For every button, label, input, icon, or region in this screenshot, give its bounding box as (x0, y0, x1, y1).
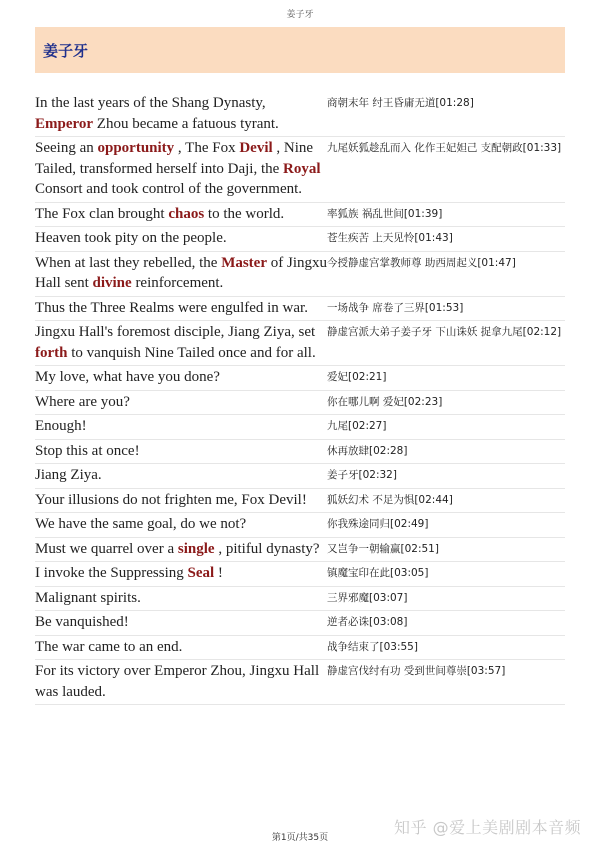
english-text: Your illusions do not frighten me, Fox Devil! (35, 491, 307, 508)
english-text: Jingxu Hall's foremost disciple, Jiang Ziya, set (35, 324, 316, 340)
english-line (35, 391, 327, 415)
table-row (35, 297, 565, 322)
english-text: , pitiful dynasty? (214, 540, 320, 557)
keyword-highlight: chaos (168, 205, 205, 222)
english-text: Where are you? (35, 393, 130, 410)
keyword-highlight: Devil (239, 140, 273, 156)
table-row (35, 252, 565, 297)
chinese-line: 九尾[02:27] (327, 420, 387, 432)
english-text: ! (214, 565, 223, 581)
table-row (35, 203, 565, 228)
chinese-line: 狐妖幻术 不足为惧[02:44] (327, 493, 453, 506)
english-text: For its victory over Emperor Zhou, Jingxu Hall was lauded. (35, 663, 320, 700)
chinese-line: 今授静虚宫掌教师尊 助西周起义[01:47] (327, 256, 516, 269)
english-text: of Jingxu Hall sent (35, 254, 327, 291)
english-line (35, 252, 327, 296)
english-text: Thus the Three Realms were engulfed in war. (35, 299, 308, 316)
chinese-line: 你在哪儿啊 爱妃[02:23] (327, 395, 443, 408)
chinese-line: 静虚宫伐纣有功 受到世间尊崇[03:57] (327, 665, 506, 677)
table-row (35, 562, 565, 587)
table-row (35, 440, 565, 465)
english-text: Heaven took pity on the people. (35, 230, 227, 246)
keyword-highlight: Master (221, 254, 267, 271)
english-line (35, 464, 327, 488)
english-text: I invoke the Suppressing (35, 565, 188, 581)
keyword-highlight: Emperor (35, 115, 94, 132)
chinese-line: 静虚宫派大弟子姜子牙 下山诛妖 捉拿九尾[02:12] (327, 326, 562, 338)
english-text: to vanquish Nine Tailed once and for all. (67, 344, 316, 361)
subtitle-table (35, 92, 565, 705)
english-text: We have the same goal, do we not? (35, 516, 247, 532)
english-text: , Nine Tailed, transformed herself into Daji, the (35, 140, 314, 177)
english-text: Stop this at once! (35, 442, 140, 459)
english-line (35, 297, 327, 321)
english-line (35, 562, 327, 586)
english-text: Enough! (35, 418, 87, 434)
english-line (35, 489, 327, 513)
english-line (35, 227, 327, 251)
english-line (35, 538, 327, 562)
chinese-line: 爱妃[02:21] (327, 371, 387, 383)
table-row (35, 137, 565, 203)
english-text: Be vanquished! (35, 614, 129, 630)
english-line (35, 137, 327, 202)
keyword-highlight: Royal (283, 160, 321, 177)
english-line (35, 440, 327, 464)
table-row (35, 660, 565, 705)
english-line (35, 366, 327, 390)
english-line (35, 321, 327, 365)
english-text: Seeing an (35, 140, 98, 156)
english-text: Must we quarrel over a (35, 540, 178, 557)
chinese-line: 你我殊途同归[02:49] (327, 518, 429, 530)
page-number: 第1页/共35页 (271, 833, 329, 843)
table-row (35, 636, 565, 661)
english-text: My love, what have you done? (35, 369, 220, 385)
english-text: Consort and took control of the government. (35, 181, 303, 197)
table-row (35, 92, 565, 137)
chinese-line: 休再放肆[02:28] (327, 444, 408, 457)
english-text: The war came to an end. (35, 638, 183, 655)
chinese-line: 一场战争 席卷了三界[01:53] (327, 301, 464, 314)
table-row (35, 227, 565, 252)
english-line (35, 660, 327, 704)
chinese-line: 率狐族 祸乱世间[01:39] (327, 207, 443, 220)
table-row (35, 415, 565, 440)
english-text: , The Fox (174, 140, 240, 156)
english-text: to the world. (204, 205, 285, 222)
english-line (35, 415, 327, 439)
chinese-line: 苍生疾苦 上天见怜[01:43] (327, 232, 453, 244)
table-row (35, 321, 565, 366)
chinese-line: 三界邪魔[03:07] (327, 591, 408, 604)
chinese-line: 九尾妖狐趁乱而入 化作王妃妲己 支配朝政[01:33] (327, 142, 562, 154)
watermark: 知乎 @爱上美剧剧本音频 (394, 818, 582, 837)
table-row (35, 489, 565, 514)
chinese-line: 姜子牙[02:32] (327, 469, 397, 481)
header-band (35, 27, 565, 73)
document-title: 姜子牙 (43, 42, 89, 60)
chinese-line: 商朝末年 纣王昏庸无道[01:28] (327, 97, 474, 109)
keyword-highlight: forth (35, 344, 68, 361)
keyword-highlight: divine (92, 275, 132, 291)
english-text: Jiang Ziya. (35, 467, 102, 483)
table-row (35, 587, 565, 612)
english-text: In the last years of the Shang Dynasty, (35, 95, 266, 111)
keyword-highlight: single (177, 540, 215, 557)
page-top-title: 姜子牙 (286, 10, 314, 20)
english-line (35, 611, 327, 635)
table-row (35, 464, 565, 489)
english-text: reinforcement. (131, 275, 224, 291)
chinese-line: 镇魔宝印在此[03:05] (327, 567, 429, 579)
table-row (35, 366, 565, 391)
table-row (35, 611, 565, 636)
english-text: When at last they rebelled, the (35, 254, 222, 271)
english-line (35, 587, 327, 611)
chinese-line: 逆者必诛[03:08] (327, 616, 408, 628)
keyword-highlight: opportunity (97, 140, 175, 156)
english-line (35, 92, 327, 136)
table-row (35, 391, 565, 416)
english-text: The Fox clan brought (35, 205, 169, 222)
chinese-line: 又岂争一朝输赢[02:51] (327, 542, 439, 555)
english-line (35, 513, 327, 537)
keyword-highlight: Seal (187, 565, 215, 581)
chinese-line: 战争结束了[03:55] (327, 640, 418, 653)
english-text: Malignant spirits. (35, 589, 141, 606)
table-row (35, 513, 565, 538)
table-row (35, 538, 565, 563)
english-text: Zhou became a fatuous tyrant. (93, 115, 279, 132)
english-line (35, 636, 327, 660)
english-line (35, 203, 327, 227)
